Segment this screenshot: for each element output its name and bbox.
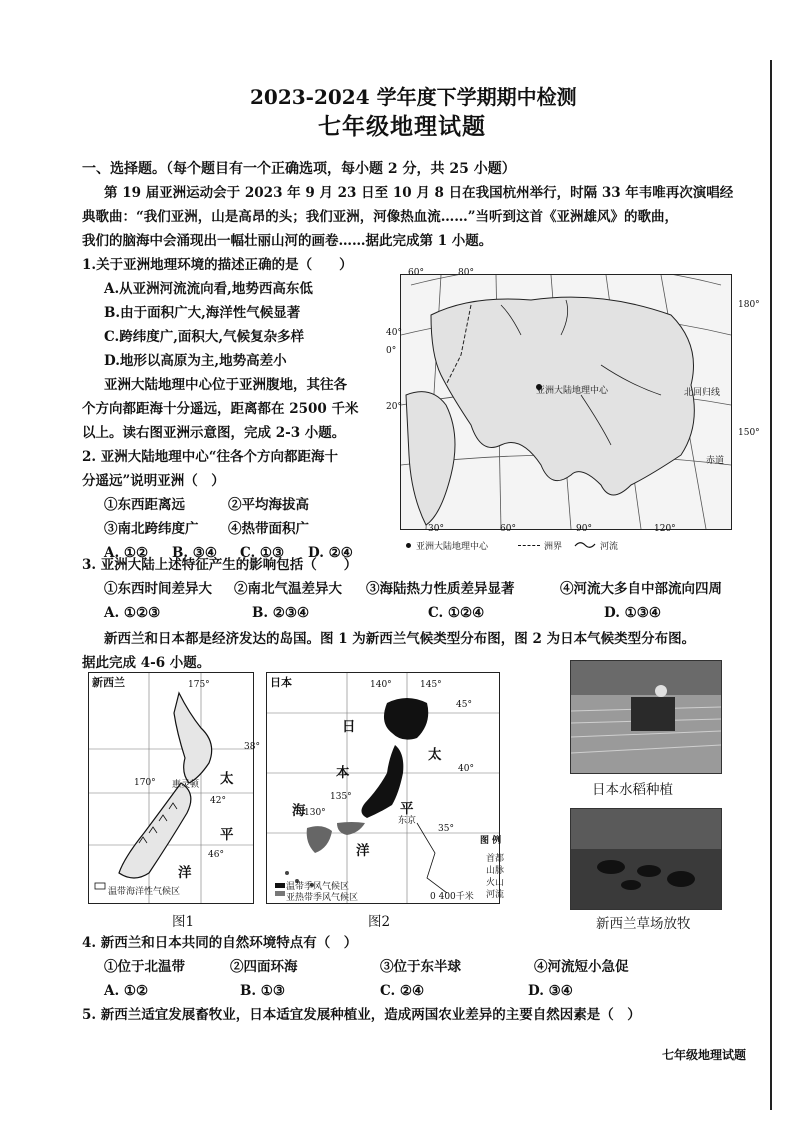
jp-legend-temperate: 温带季风气候区 [286,882,350,892]
intro-line-1: 第 19 届亚洲运动会于 2023 年 9 月 23 日至 10 月 8 日在我国杭州举行，时隔 33 年韦唯再次演唱经 [104,185,734,201]
q3-option-d: D. ①③④ [604,605,661,621]
q1-option-d: D.地形以高原为主,地势高差小 [104,353,287,369]
asia-lat-20: 20° [386,402,402,412]
nz-sea-char-3: 洋 [178,865,192,881]
rice-photo-svg [571,661,721,773]
passage4-line-2: 据此完成 4-6 小题。 [82,655,211,671]
nz-sea-char-2: 平 [220,827,234,843]
q4-item-3: ③位于东半球 [380,959,461,975]
asia-lat-0: 0° [386,346,397,356]
q2-stem-line-1: 2. 亚洲大陆地理中心“往各个方向都距海十 [82,449,339,465]
intro-line-2: 典歌曲：“我们亚洲，山是高昂的头；我们亚洲，河像热血流……”当听到这首《亚洲雄风》的歌曲， [82,209,679,225]
nz-map-svg [89,673,253,903]
q4-option-c: C. ②④ [380,983,425,999]
nz-city-label: 惠灵顿 [172,780,200,790]
nz-map-title: 新西兰 [92,676,125,689]
q4-option-a: A. ①② [104,983,149,999]
photo-rice-planting [570,660,722,774]
passage4-line-1: 新西兰和日本都是经济发达的岛国。图 1 为新西兰气候类型分布图，图 2 为日本气候类型分布图。 [104,631,696,647]
jp-sea-left-3: 海 [292,803,306,819]
nz-lat-46: 46° [208,850,224,860]
jp-legend-river: 河流 [486,890,505,900]
jp-city-label: 东京 [398,816,417,826]
jp-legend-subtropical: 亚热带季风气候区 [286,893,359,903]
q3-item-1: ①东西时间差异大 [104,581,212,597]
nz-caption: 图1 [172,914,195,930]
nz-legend: 温带海洋性气候区 [108,887,181,897]
asia-lon-80-top: 80° [458,268,474,278]
photo-grazing [570,808,722,910]
q2-option-a: A. ①② [104,545,149,561]
nz-map [88,672,254,904]
section-heading: 一、选择题。（每个题目有一个正确选项，每小题 2 分，共 25 小题） [82,161,516,177]
q4-item-2: ②四面环海 [230,959,298,975]
exam-subtitle: 七年级地理试题 [318,113,486,140]
nz-lon-175: 175° [188,680,210,690]
q3-stem: 3. 亚洲大陆上述特征产生的影响包括（ ） [82,557,358,573]
q4-item-4: ④河流短小急促 [534,959,629,975]
asia-lon-120-bottom: 120° [654,524,676,534]
grazing-photo-svg [571,809,721,909]
jp-lon-130: 130° [304,808,326,818]
q2-option-b: B. ③④ [172,545,218,561]
q3-option-b: B. ②③④ [252,605,310,621]
asia-equator-label: 赤道 [706,456,725,466]
asia-lon-60-bottom: 60° [500,524,516,534]
nz-sea-char-1: 太 [220,771,234,787]
jp-sea-left-1: 日 [342,719,356,735]
asia-lon-30-bottom: 30° [428,524,444,534]
q4-stem: 4. 新西兰和日本共同的自然环境特点有（ ） [82,935,358,951]
jp-map-title: 日本 [270,676,292,689]
asia-right-180: 180° [738,300,760,310]
q4-option-d: D. ③④ [528,983,573,999]
jp-lat-35: 35° [438,824,454,834]
q3-item-4: ④河流大多自中部流向四周 [560,581,722,597]
asia-legend-river: 河流 [600,542,619,552]
page-edge-line [770,60,772,1110]
q3-item-2: ②南北气温差异大 [234,581,342,597]
q5-stem: 5. 新西兰适宜发展畜牧业，日本适宜发展种植业，造成两国农业差异的主要自然因素是（ ） [82,1007,641,1023]
nz-lon-170: 170° [134,778,156,788]
q2-item-4: ④热带面积广 [228,521,309,537]
q2-item-2: ②平均海拔高 [228,497,309,513]
q2-item-1: ①东西距离远 [104,497,185,513]
asia-tropic-label: 北回归线 [684,388,721,398]
jp-caption: 图2 [368,914,391,930]
q1-option-c: C.跨纬度广,面积大,气候复杂多样 [104,329,305,345]
passage2-line-3: 以上。读右图亚洲示意图，完成 2-3 小题。 [82,425,346,441]
jp-lat-40: 40° [458,764,474,774]
jp-sea-left-2: 本 [336,765,350,781]
jp-lon-145: 145° [420,680,442,690]
exam-title: 2023-2024 学年度下学期期中检测 [250,85,577,109]
rice-caption: 日本水稻种植 [592,782,673,798]
jp-scale: 0 400千米 [430,892,474,902]
q2-stem-line-2: 分遥远”说明亚洲（ ） [82,473,225,489]
jp-lon-135: 135° [330,792,352,802]
jp-legend-title: 图 例 [480,836,502,846]
nz-lat-42: 42° [210,796,226,806]
asia-legend-boundary: 洲界 [544,542,563,552]
asia-map [400,274,732,530]
footer-label: 七年级地理试题 [662,1048,747,1062]
q2-option-d: D. ②④ [308,545,353,561]
grazing-caption: 新西兰草场放牧 [596,916,691,932]
intro-line-3: 我们的脑海中会涌现出一幅壮丽山河的画卷……据此完成第 1 小题。 [82,233,493,249]
q2-item-3: ③南北跨纬度广 [104,521,199,537]
asia-lon-60-top: 60° [408,268,424,278]
passage2-line-1: 亚洲大陆地理中心位于亚洲腹地，其往各 [104,377,347,393]
q3-option-c: C. ①②④ [428,605,485,621]
jp-lat-45: 45° [456,700,472,710]
asia-legend-boundary-icon [518,545,540,546]
q1-option-a: A.从亚洲河流流向看,地势西高东低 [104,281,313,297]
asia-map-svg [401,275,731,529]
asia-lon-90-bottom: 90° [576,524,592,534]
q1-option-b: B.由于面积广大,海洋性气候显著 [104,305,301,321]
nz-lat-38: 38° [244,742,260,752]
asia-center-label: 亚洲大陆地理中心 [536,386,609,396]
jp-legend-volcano: 火山 [486,878,505,888]
q2-option-c: C. ①③ [240,545,285,561]
q3-item-3: ③海陆热力性质差异显著 [366,581,515,597]
jp-sea-right-2: 平 [400,801,414,817]
jp-lon-140: 140° [370,680,392,690]
q1-stem: 1.关于亚洲地理环境的描述正确的是（ ） [82,257,353,273]
jp-legend-capital: 首都 [486,854,505,864]
jp-sea-right-1: 太 [428,747,442,763]
passage2-line-2: 个方向都距海十分遥远，距离都在 2500 千米 [82,401,359,417]
asia-lat-40: 40° [386,328,402,338]
asia-legend-river-icon [574,540,596,550]
jp-legend-mountain: 山脉 [486,866,505,876]
asia-legend-center: 亚洲大陆地理中心 [416,542,489,552]
q4-option-b: B. ①③ [240,983,286,999]
asia-legend-dot-icon [406,543,411,548]
q3-option-a: A. ①②③ [104,605,161,621]
asia-right-150: 150° [738,428,760,438]
jp-sea-right-3: 洋 [356,843,370,859]
q4-item-1: ①位于北温带 [104,959,185,975]
